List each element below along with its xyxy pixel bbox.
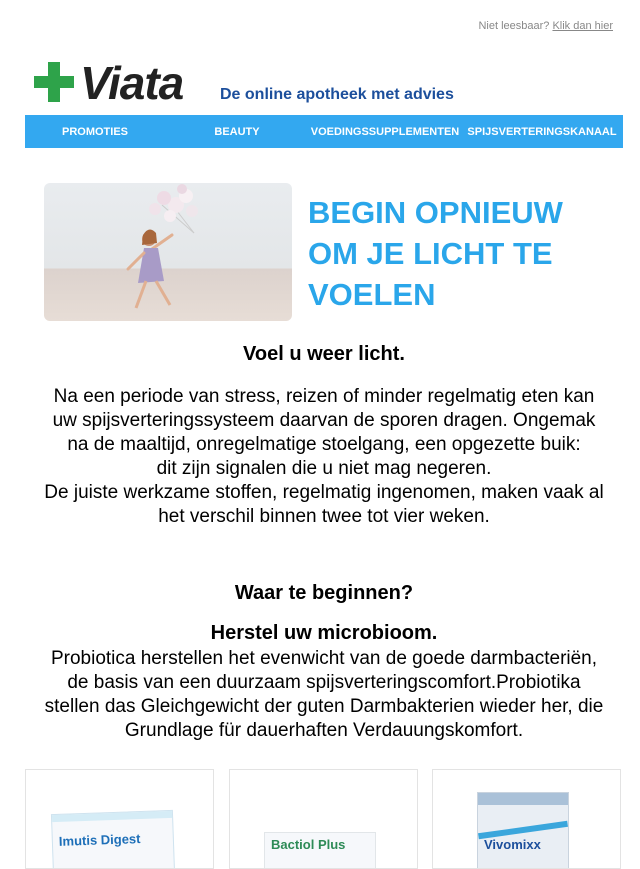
hero-photo: [44, 183, 292, 321]
intro-line: na de maaltijd, onregelmatige stoelgang, een opgezette buik:: [67, 434, 581, 455]
brand-tagline: De online apotheek met advies: [220, 86, 454, 103]
product-name: Bactiol Plus: [271, 837, 346, 852]
section-title: Waar te beginnen?: [234, 582, 414, 604]
product-grid: [25, 769, 623, 869]
product-card-bactiol[interactable]: [229, 769, 418, 869]
section-line: Probiotica herstellen het evenwicht van de goede darmbacteriën,: [50, 648, 598, 669]
nav-item-voedingssupplementen[interactable]: VOEDINGSSUPPLEMENTEN: [310, 125, 460, 138]
section-subtitle: Herstel uw microbioom.: [210, 622, 438, 644]
intro-line: dit zijn signalen die u niet mag negeren.: [156, 458, 492, 479]
header: [32, 58, 492, 108]
nav-item-promoties[interactable]: PROMOTIES: [61, 125, 128, 138]
woman-with-balloons-illustration: [44, 183, 292, 321]
hero-banner[interactable]: [44, 182, 604, 322]
pharmacy-cross-icon[interactable]: [34, 62, 74, 102]
nav-item-beauty[interactable]: BEAUTY: [214, 125, 260, 138]
preheader: [478, 20, 613, 32]
product-image: [264, 832, 376, 869]
product-image: [477, 792, 569, 869]
brand-logo[interactable]: Viata: [80, 57, 184, 109]
hero-headline: BEGIN OPNIEUW OM JE LICHT TE VOELEN: [308, 195, 563, 312]
view-in-browser-link[interactable]: Klik dan hier: [552, 20, 613, 32]
intro-section: [25, 340, 623, 743]
section-line: Grundlage für dauerhaften Verdauungskomfort.: [124, 720, 524, 741]
section-line: stellen das Gleichgewicht der guten Darmbakterien wieder her, die: [44, 696, 604, 717]
intro-line: Na een periode van stress, reizen of minder regelmatig eten kan: [53, 386, 595, 407]
product-image: [51, 810, 175, 869]
product-card-imutis[interactable]: [25, 769, 214, 869]
intro-title: Voel u weer licht.: [243, 343, 405, 365]
nav-item-spijsverteringskanaal[interactable]: SPIJSVERTERINGSKANAAL: [467, 125, 617, 138]
product-name: Imutis Digest: [58, 831, 141, 849]
product-card-vivomixx[interactable]: [432, 769, 621, 869]
product-name: Vivomixx: [484, 837, 541, 852]
main-nav: [25, 115, 623, 148]
intro-line: het verschil binnen twee tot vier weken.: [158, 506, 490, 527]
preheader-text: Niet leesbaar?: [478, 20, 550, 32]
section-line: de basis van een duurzaam spijsverteringscomfort.Probiotika: [67, 672, 581, 693]
intro-line: uw spijsverteringssysteem daarvan de sporen dragen. Ongemak: [52, 410, 596, 431]
intro-line: De juiste werkzame stoffen, regelmatig ingenomen, maken vaak al: [44, 482, 604, 503]
